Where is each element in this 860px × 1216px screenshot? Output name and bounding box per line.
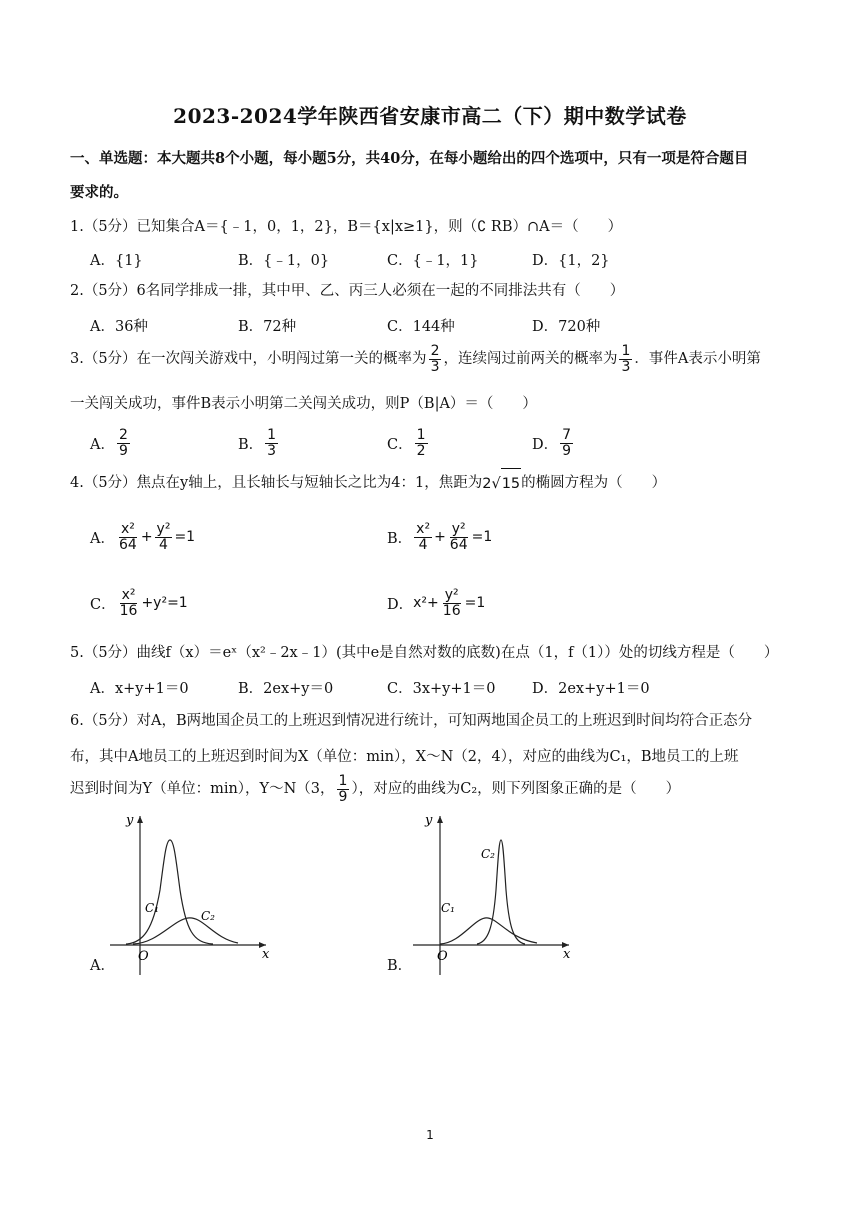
question-5-options — [90, 672, 810, 702]
page-number: 1 — [426, 1128, 434, 1142]
q4-option-c[interactable]: C． $\frac{\text{x²}}{16}$ +y²=1 — [90, 586, 188, 619]
q3-text-part1: 3.（5分）在一次闯关游戏中，小明闯过第一关的概率为 — [70, 351, 427, 367]
q2-option-b[interactable]: B．72种 — [238, 318, 297, 335]
q3-option-a[interactable]: A． $\frac{2}{9}$ — [90, 426, 128, 459]
q6-fraction: $\frac{1}{9}$ — [338, 772, 348, 805]
q2-option-c[interactable]: C．144种 — [387, 318, 455, 335]
question-3-line1 — [70, 344, 800, 374]
question-3-line2: 一关闯关成功，事件B表示小明第二关闯关成功，则P（B|A）＝（ ） — [70, 396, 537, 412]
q2-option-d[interactable]: D．720种 — [532, 318, 601, 335]
q3-option-b[interactable]: B． $\frac{1}{3}$ — [238, 426, 277, 459]
fig-a-y-label: y — [126, 813, 134, 828]
fig-a-option-label: A． — [90, 958, 115, 974]
q6-option-a[interactable] — [88, 810, 278, 980]
question-1: 1.（5分）已知集合A＝{﹣1，0，1，2}，B＝{x|x≥1}，则（∁ RB）∩A＝（ ） — [70, 219, 623, 235]
question-4 — [70, 468, 800, 498]
q4-option-b[interactable]: B． $\frac{\text{x²}}{4}$ + $\frac{\text{y²}}{64}$ =1 — [387, 520, 493, 553]
section-heading-line2: 要求的。 — [70, 184, 128, 201]
q1-option-c[interactable]: C．{﹣1，1} — [387, 252, 479, 269]
question-2: 2.（5分）6名同学排成一排，其中甲、乙、丙三人必须在一起的不同排法共有（ ） — [70, 283, 625, 299]
q1-option-a[interactable]: A．{1} — [90, 252, 143, 269]
fig-b-x-label: x — [563, 947, 571, 962]
q3-option-d[interactable]: D． $\frac{7}{9}$ — [532, 426, 572, 459]
q1-option-b[interactable]: B．{﹣1，0} — [238, 252, 330, 269]
question-6-line3 — [70, 774, 800, 804]
q6-figure-a — [88, 810, 278, 980]
page-title: 2023-2024学年陕西省安康市高二（下）期中数学试卷 — [173, 104, 687, 128]
q5-option-b[interactable]: B．2ex+y＝0 — [238, 680, 334, 697]
q6-text-part2: ），对应的曲线为C₂，则下列图象正确的是（ ） — [351, 781, 681, 797]
fig-a-x-label: x — [262, 947, 270, 962]
fig-a-c1-label: C₁ — [145, 901, 159, 915]
fig-b-y-label: y — [425, 813, 433, 828]
fig-a-origin: O — [138, 949, 149, 964]
fig-b-c2-label: C₂ — [481, 847, 495, 861]
fig-b-option-label: B． — [387, 958, 413, 974]
q5-option-d[interactable]: D．2ex+y+1＝0 — [532, 680, 650, 697]
fig-a-c2-label: C₂ — [201, 909, 215, 923]
question-4-options-row1 — [90, 520, 810, 554]
q3-fraction-1: $\frac{2}{3}$ — [430, 342, 440, 375]
fig-b-origin: O — [437, 949, 448, 964]
q3-option-c[interactable]: C． $\frac{1}{2}$ — [387, 426, 426, 459]
q4-text-part2: 的椭圆方程为（ ） — [521, 475, 667, 491]
question-4-options-row2 — [90, 586, 810, 620]
q6-option-b[interactable] — [385, 810, 585, 980]
q4-option-d[interactable]: D． x²+ $\frac{\text{y²}}{16}$ =1 — [387, 586, 486, 619]
q2-option-a[interactable]: A．36种 — [90, 318, 148, 335]
question-6-line1: 6.（5分）对A，B两地国企员工的上班迟到情况进行统计，可知两地国企员工的上班迟到时间均符合正态分 — [70, 713, 753, 729]
q3-text-part2: ，连续闯过前两关的概率为 — [443, 351, 618, 367]
section-heading-line1: 一、单选题：本大题共8个小题，每小题5分，共40分，在每小题给出的四个选项中，只有一项是符合题目 — [70, 150, 749, 167]
q5-option-a[interactable]: A．x+y+1＝0 — [90, 680, 189, 697]
question-3-options — [90, 428, 810, 458]
fig-b-c1-label: C₁ — [441, 901, 455, 915]
q5-option-c[interactable]: C．3x+y+1＝0 — [387, 680, 496, 697]
q6-figure-b — [385, 810, 585, 980]
q4-option-a[interactable]: A． $\frac{\text{x²}}{64}$ + $\frac{\text{y²}}{4}$ =1 — [90, 520, 196, 553]
question-2-options — [90, 310, 810, 340]
q4-sqrt-expression: 2 √ 15 — [482, 468, 521, 499]
question-6-line2: 布，其中A地员工的上班迟到时间为X（单位：min），X～N（2，4），对应的曲线为C₁，B地员工的上班 — [70, 749, 739, 765]
q4-text-part1: 4.（5分）焦点在y轴上，且长轴长与短轴长之比为4：1，焦距为 — [70, 475, 483, 491]
q1-option-d[interactable]: D．{1，2} — [532, 252, 610, 269]
q3-fraction-2: $\frac{1}{3}$ — [621, 342, 631, 375]
q6-text-part1: 迟到时间为Y（单位：min），Y～N（3， — [70, 781, 335, 797]
question-1-options — [90, 244, 810, 274]
q3-text-part3: ．事件A表示小明第 — [634, 351, 761, 367]
question-5: 5.（5分）曲线f（x）＝eˣ（x²﹣2x﹣1）(其中e是自然对数的底数)在点（1，f（1））处的切线方程是（ ） — [70, 645, 779, 661]
